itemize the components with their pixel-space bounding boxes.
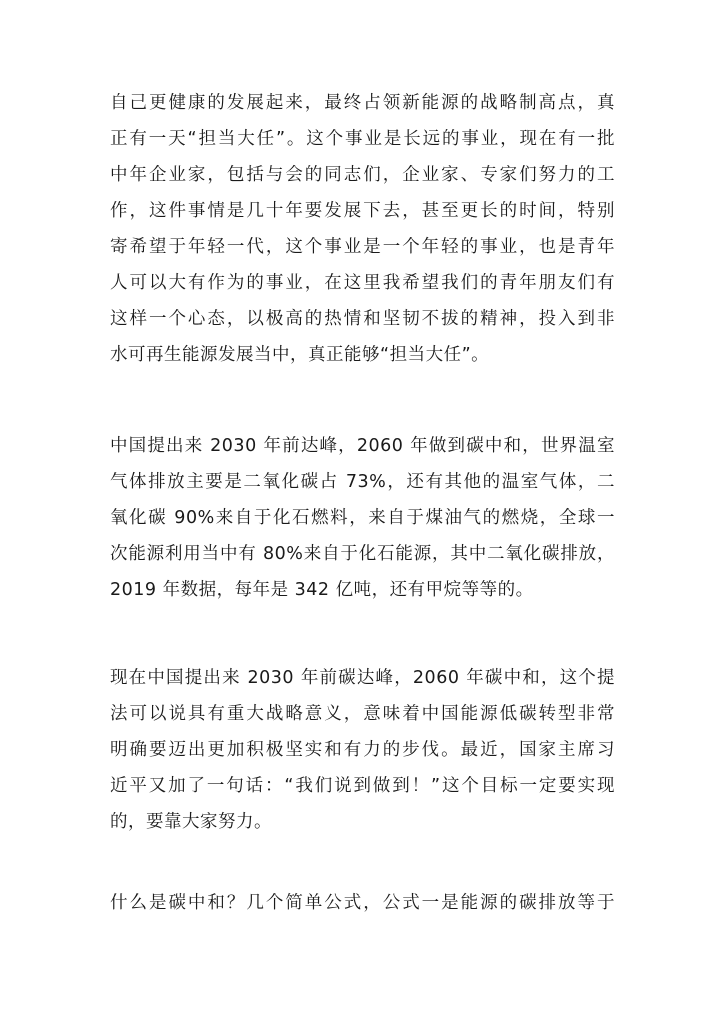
paragraph-3-line-4: 近平又加了一句话：“我们说到做到！”这个目标一定要实现 [110,776,615,796]
paragraph-1-line-8: 水可再生能源发展当中，真正能够“担当大任”。 [110,345,490,365]
paragraph-2-line-5: 2019 年数据，每年是 342 亿吨，还有甲烷等等的。 [110,580,534,600]
paragraph-3-line-5: 的，要靠大家努力。 [110,812,272,832]
paragraph-2-line-4: 次能源利用当中有 80%来自于化石能源，其中二氧化碳排放， [110,544,615,564]
paragraph-1-line-1: 自己更健康的发展起来，最终占领新能源的战略制高点，真 [110,93,615,113]
paragraph-1-line-4: 作，这件事情是几十年要发展下去，甚至更长的时间，特别 [110,201,615,221]
paragraph-2-line-3: 氧化碳 90%来自于化石燃料，来自于煤油气的燃烧，全球一 [110,508,615,528]
paragraph-1-line-2: 正有一天“担当大任”。这个事业是长远的事业，现在有一批 [110,129,615,149]
paragraph-1-line-5: 寄希望于年轻一代，这个事业是一个年轻的事业，也是青年 [110,237,615,257]
paragraph-3-line-2: 法可以说具有重大战略意义，意味着中国能源低碳转型非常 [110,704,615,724]
paragraph-3-line-3: 明确要迈出更加积极坚实和有力的步伐。最近，国家主席习 [110,740,615,760]
paragraph-1-line-3: 中年企业家，包括与会的同志们，企业家、专家们努力的工 [110,165,615,185]
paragraph-1-line-6: 人可以大有作为的事业，在这里我希望我们的青年朋友们有 [110,273,615,293]
paragraph-4-line-1: 什么是碳中和？几个简单公式，公式一是能源的碳排放等于 [110,893,615,913]
paragraph-3-line-1: 现在中国提出来 2030 年前碳达峰，2060 年碳中和，这个提 [110,668,615,688]
paragraph-2-line-2: 气体排放主要是二氧化碳占 73%，还有其他的温室气体，二 [110,472,615,492]
paragraph-2-line-1: 中国提出来 2030 年前达峰，2060 年做到碳中和，世界温室 [110,436,615,456]
paragraph-1-line-7: 这样一个心态，以极高的热情和坚韧不拔的精神，投入到非 [110,309,615,329]
